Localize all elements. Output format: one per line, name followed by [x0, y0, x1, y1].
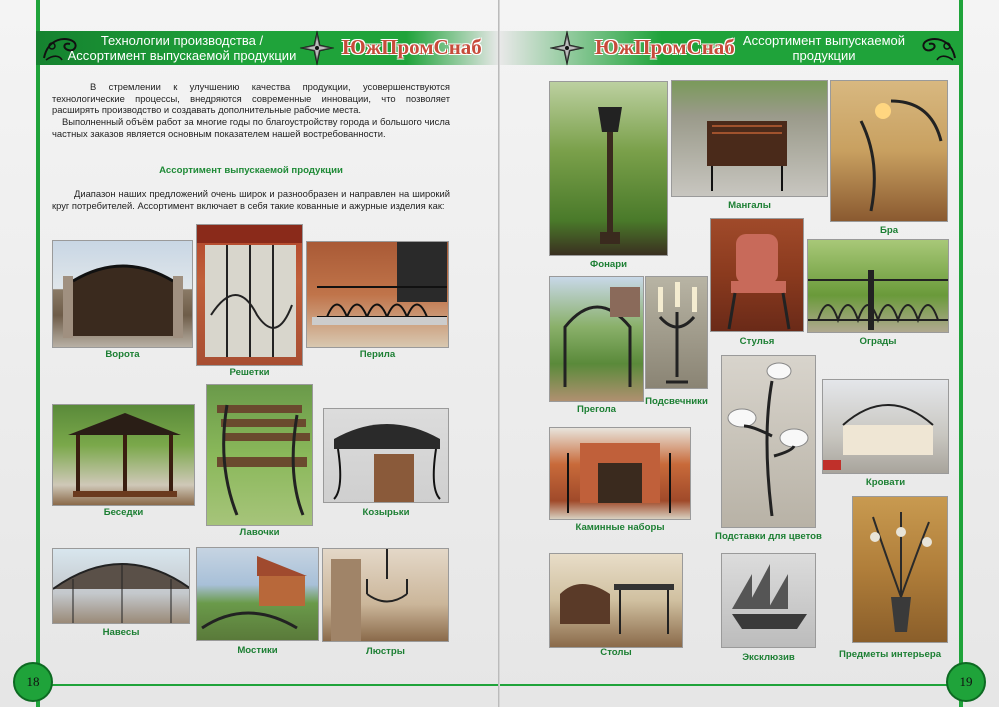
caption-interior-items: Предметы интерьера — [838, 649, 942, 660]
photo-fireplace-sets — [549, 427, 691, 520]
photo-gazebos — [52, 404, 195, 506]
section-paragraph: Диапазон наших предложений очень широк и разнообразен и направлен на широкий круг потребителей. Ассортимент включает в себя такие кованные и ажурные изделия как: — [52, 188, 450, 211]
photo-canopies — [323, 408, 449, 503]
photo-gates — [52, 240, 193, 348]
photo-exclusive — [721, 553, 816, 648]
compass-rose-icon — [299, 30, 335, 66]
photo-chairs — [710, 218, 804, 332]
caption-street-lamps: Фонари — [590, 259, 627, 270]
right-header-title: Ассортимент выпускаемой продукции — [742, 33, 906, 63]
company-logo: ЮжПромСнаб — [595, 35, 735, 59]
caption-fireplace-sets: Каминные наборы — [575, 522, 665, 533]
caption-pergola: Прегола — [576, 404, 616, 415]
right-page-green-bar — [959, 0, 963, 707]
photo-pergola — [549, 276, 644, 402]
caption-awnings: Навесы — [102, 627, 140, 638]
caption-flower-stands: Подставки для цветов — [715, 531, 822, 542]
caption-tables: Столы — [600, 647, 632, 658]
right-page-number: 19 — [946, 662, 986, 702]
caption-benches: Лавочки — [239, 527, 280, 538]
caption-exclusive: Эксклюзив — [742, 652, 795, 663]
caption-railings: Перила — [359, 349, 396, 360]
photo-sconces — [830, 80, 948, 222]
left-header-title: Технологии производства / Ассортимент выпускаемой продукции — [67, 33, 297, 63]
caption-candlesticks: Подсвечники — [645, 396, 708, 407]
photo-street-lamps — [549, 81, 668, 256]
caption-gazebos: Беседки — [103, 507, 144, 518]
caption-grills: Мангалы — [728, 200, 771, 211]
photo-beds — [822, 379, 949, 474]
scroll-ornament-icon — [919, 32, 959, 64]
intro-paragraph-1: В стремлении к улучшению качества продукции, усовершенствуются технологические процессы, внедряются современные инновации, что позволяет расширять производство и создавать дополнительные рабочие места. — [52, 81, 450, 116]
caption-gates: Ворота — [105, 349, 140, 360]
left-page — [0, 0, 499, 707]
section-heading: Ассортимент выпускаемой продукции — [159, 165, 343, 176]
photo-benches — [206, 384, 313, 526]
company-logo: ЮжПромСнаб — [342, 35, 482, 59]
caption-grilles: Решетки — [229, 367, 270, 378]
right-bottom-line — [500, 684, 959, 686]
photo-bridges — [196, 547, 319, 641]
left-bottom-line — [40, 684, 499, 686]
caption-sconces: Бра — [879, 225, 899, 236]
photo-fences — [807, 239, 949, 333]
intro-paragraph-2: Выполненный объём работ за многие годы по благоустройству города и большого числа частных заказов является основным показателем нашей востребованности. — [52, 116, 450, 139]
photo-flower-stands — [721, 355, 816, 528]
photo-candlesticks — [645, 276, 708, 389]
caption-chairs: Стулья — [739, 336, 775, 347]
caption-chandeliers: Люстры — [366, 646, 405, 657]
photo-railings — [306, 241, 449, 348]
photo-interior-items — [852, 496, 948, 643]
caption-beds: Кровати — [865, 477, 906, 488]
left-page-number: 18 — [13, 662, 53, 702]
photo-tables — [549, 553, 683, 648]
photo-awnings — [52, 548, 190, 624]
photo-grills — [671, 80, 828, 197]
caption-fences: Ограды — [859, 336, 897, 347]
compass-rose-icon — [549, 30, 585, 66]
photo-window-grilles — [196, 224, 303, 366]
caption-canopies: Козырьки — [362, 507, 410, 518]
photo-chandeliers — [322, 548, 449, 642]
left-page-green-bar — [36, 0, 40, 707]
caption-bridges: Мостики — [237, 645, 278, 656]
right-page — [500, 0, 999, 707]
